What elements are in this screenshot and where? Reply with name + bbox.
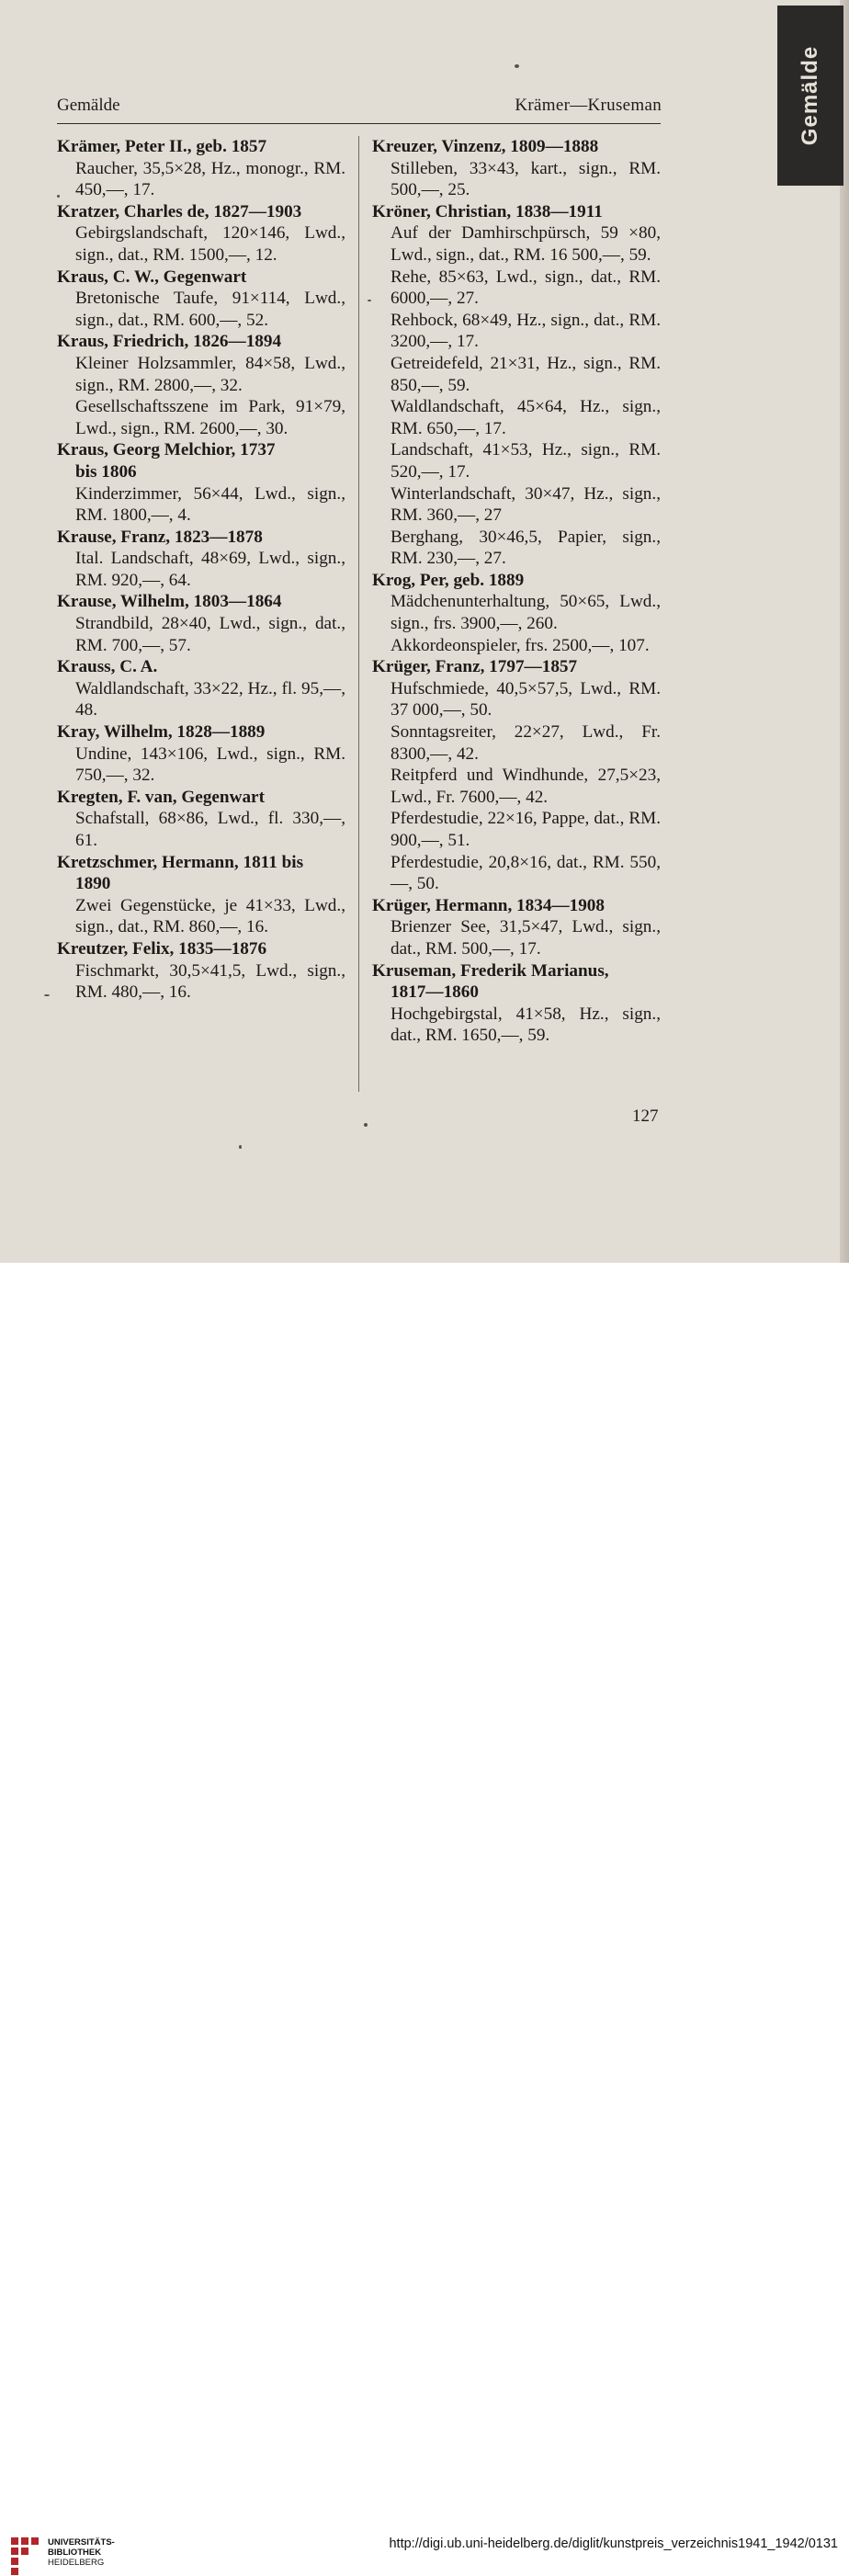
artwork-listing: Kleiner Holzsammler, 84×58, Lwd., sign., RM. 2800,—, 32. bbox=[75, 353, 345, 395]
artist-entry bbox=[372, 960, 661, 1047]
artist-entry bbox=[57, 201, 345, 267]
artist-name: Krüger, Hermann, 1834—1908 bbox=[372, 895, 605, 915]
artwork-listing: Gesellschaftsszene im Park, 91×79, Lwd., sign., RM. 2600,—, 30. bbox=[75, 397, 345, 438]
library-name-line: BIBLIOTHEK bbox=[48, 2548, 102, 2558]
artist-dates: 1817—1860 bbox=[391, 982, 479, 1003]
artist-entry bbox=[372, 201, 661, 570]
artist-entry bbox=[372, 895, 661, 960]
artist-entry bbox=[57, 439, 345, 526]
artist-entry bbox=[57, 527, 345, 592]
section-tab-label: Gemälde bbox=[798, 45, 822, 146]
library-name-line: UNIVERSITÄTS- bbox=[48, 2537, 115, 2548]
artwork-listing: Reitpferd und Windhunde, 27,5×23, Lwd., Fr. 7600,—, 42. bbox=[391, 766, 661, 807]
university-library-logo bbox=[9, 2536, 40, 2576]
artist-name: Kreutzer, Felix, 1835—1876 bbox=[57, 938, 267, 959]
artist-name: Kray, Wilhelm, 1828—1889 bbox=[57, 722, 266, 743]
source-url[interactable]: http://digi.ub.uni-heidelberg.de/diglit/kunstpreis_verzeichnis1941_1942/0131 bbox=[389, 2536, 838, 2551]
library-name-line: HEIDELBERG bbox=[48, 2558, 105, 2568]
artist-entry bbox=[372, 570, 661, 656]
scanned-page bbox=[0, 0, 849, 1263]
artwork-listing: Schafstall, 68×86, Lwd., fl. 330,—, 61. bbox=[75, 809, 345, 850]
section-tab bbox=[777, 6, 843, 186]
running-header-left: Gemälde bbox=[57, 96, 120, 115]
artist-entry bbox=[57, 852, 345, 938]
artist-entry bbox=[372, 656, 661, 895]
artwork-listing: Kinderzimmer, 56×44, Lwd., sign., RM. 1800,—, 4. bbox=[75, 483, 345, 526]
artist-name: Kratzer, Charles de, 1827—1903 bbox=[57, 201, 302, 221]
ink-speck bbox=[515, 64, 519, 68]
artwork-listing: Sonntagsreiter, 22×27, Lwd., Fr. 8300,—, 42. bbox=[391, 722, 661, 764]
artist-name: Kraus, C. W., Gegenwart bbox=[57, 267, 247, 287]
artist-name: Kretzschmer, Hermann, 1811 bis bbox=[57, 852, 304, 872]
artist-entry bbox=[57, 267, 345, 332]
artist-name: Krog, Per, geb. 1889 bbox=[372, 570, 525, 590]
artwork-listing: Brienzer See, 31,5×47, Lwd., sign., dat., RM. 500,—, 17. bbox=[391, 917, 661, 959]
artist-name: Kreuzer, Vinzenz, 1809—1888 bbox=[372, 137, 599, 156]
artwork-listing: Getreidefeld, 21×31, Hz., sign., RM. 850,—, 59. bbox=[391, 353, 661, 395]
artwork-listing: Rehe, 85×63, Lwd., sign., dat., RM. 6000,—, 27. bbox=[391, 267, 661, 309]
artist-entry bbox=[57, 591, 345, 656]
artist-name: Kruseman, Frederik Marianus, bbox=[372, 960, 609, 981]
artist-dates: bis 1806 bbox=[75, 461, 137, 482]
right-column bbox=[372, 136, 661, 1047]
artist-name: Kröner, Christian, 1838—1911 bbox=[372, 201, 603, 221]
artwork-listing: Hufschmiede, 40,5×57,5, Lwd., RM. 37 000,—, 50. bbox=[391, 678, 661, 721]
artist-name: Krauss, C. A. bbox=[57, 657, 158, 677]
artist-entry bbox=[57, 331, 345, 439]
artwork-listing: Mädchenunterhaltung, 50×65, Lwd., sign., frs. 3900,—, 260. bbox=[391, 592, 661, 634]
artist-entry bbox=[57, 938, 345, 1004]
artist-entry bbox=[372, 136, 661, 201]
artwork-listing: Waldlandschaft, 33×22, Hz., fl. 95,—, 48. bbox=[75, 678, 345, 721]
artist-name: Krause, Wilhelm, 1803—1864 bbox=[57, 592, 282, 612]
artwork-listing: Zwei Gegenstücke, je 41×33, Lwd., sign., dat., RM. 860,—, 16. bbox=[75, 895, 345, 937]
ink-speck bbox=[239, 1145, 242, 1149]
header-rule bbox=[57, 123, 661, 124]
page-number: 127 bbox=[632, 1106, 659, 1126]
artist-dates: 1890 bbox=[75, 874, 111, 894]
artist-name: Kraus, Georg Melchior, 1737 bbox=[57, 440, 276, 460]
artist-name: Krämer, Peter II., geb. 1857 bbox=[57, 137, 267, 156]
artwork-listing: Raucher, 35,5×28, Hz., monogr., RM. 450,—, 17. bbox=[75, 158, 345, 200]
artwork-listing: Pferdestudie, 22×16, Pappe, dat., RM. 900,—, 51. bbox=[391, 809, 661, 850]
artist-name: Kraus, Friedrich, 1826—1894 bbox=[57, 332, 282, 352]
column-divider bbox=[358, 136, 359, 1092]
artwork-listing: Hochgebirgstal, 41×58, Hz., sign., dat., RM. 1650,—, 59. bbox=[391, 1004, 661, 1046]
artist-name: Krüger, Franz, 1797—1857 bbox=[372, 657, 578, 677]
artwork-listing: Pferdestudie, 20,8×16, dat., RM. 550,—, 50. bbox=[391, 852, 661, 894]
ink-speck bbox=[57, 195, 60, 198]
running-header-right: Krämer—Kruseman bbox=[515, 96, 662, 115]
artwork-listing: Akkordeonspieler, frs. 2500,—, 107. bbox=[391, 635, 650, 655]
artwork-listing: Berghang, 30×46,5, Papier, sign., RM. 230,—, 27. bbox=[391, 527, 661, 569]
ink-speck bbox=[368, 300, 371, 301]
artist-entry bbox=[57, 721, 345, 787]
artwork-listing: Stilleben, 33×43, kart., sign., RM. 500,—, 25. bbox=[391, 158, 661, 200]
artist-entry bbox=[57, 787, 345, 852]
artwork-listing: Rehbock, 68×49, Hz., sign., dat., RM. 3200,—, 17. bbox=[391, 310, 661, 352]
library-name bbox=[48, 2537, 115, 2568]
artwork-listing: Fischmarkt, 30,5×41,5, Lwd., sign., RM. 480,—, 16. bbox=[75, 960, 345, 1003]
artwork-listing: Waldlandschaft, 45×64, Hz., sign., RM. 650,—, 17. bbox=[391, 397, 661, 438]
artist-entry bbox=[57, 136, 345, 201]
ink-speck bbox=[44, 994, 50, 996]
artist-entry bbox=[57, 656, 345, 721]
artwork-listing: Gebirgslandschaft, 120×146, Lwd., sign., dat., RM. 1500,—, 12. bbox=[75, 223, 345, 265]
artwork-listing: Winterlandschaft, 30×47, Hz., sign., RM. 360,—, 27 bbox=[391, 483, 661, 526]
page-edge bbox=[840, 0, 849, 1263]
artwork-listing: Ital. Landschaft, 48×69, Lwd., sign., RM. 920,—, 64. bbox=[75, 549, 345, 590]
footer-bar bbox=[0, 1263, 849, 2568]
artist-name: Kregten, F. van, Gegenwart bbox=[57, 787, 265, 807]
artwork-listing: Auf der Damhirschpürsch, 59 ×80, Lwd., sign., dat., RM. 16 500,—, 59. bbox=[391, 223, 661, 265]
artwork-listing: Undine, 143×106, Lwd., sign., RM. 750,—, 32. bbox=[75, 743, 345, 786]
artwork-listing: Strandbild, 28×40, Lwd., sign., dat., RM. 700,—, 57. bbox=[75, 614, 345, 655]
artist-name: Krause, Franz, 1823—1878 bbox=[57, 527, 263, 547]
artwork-listing: Landschaft, 41×53, Hz., sign., RM. 520,—, 17. bbox=[391, 440, 661, 482]
left-column bbox=[57, 136, 345, 1004]
artwork-listing: Bretonische Taufe, 91×114, Lwd., sign., dat., RM. 600,—, 52. bbox=[75, 289, 345, 330]
ink-speck bbox=[364, 1123, 368, 1127]
